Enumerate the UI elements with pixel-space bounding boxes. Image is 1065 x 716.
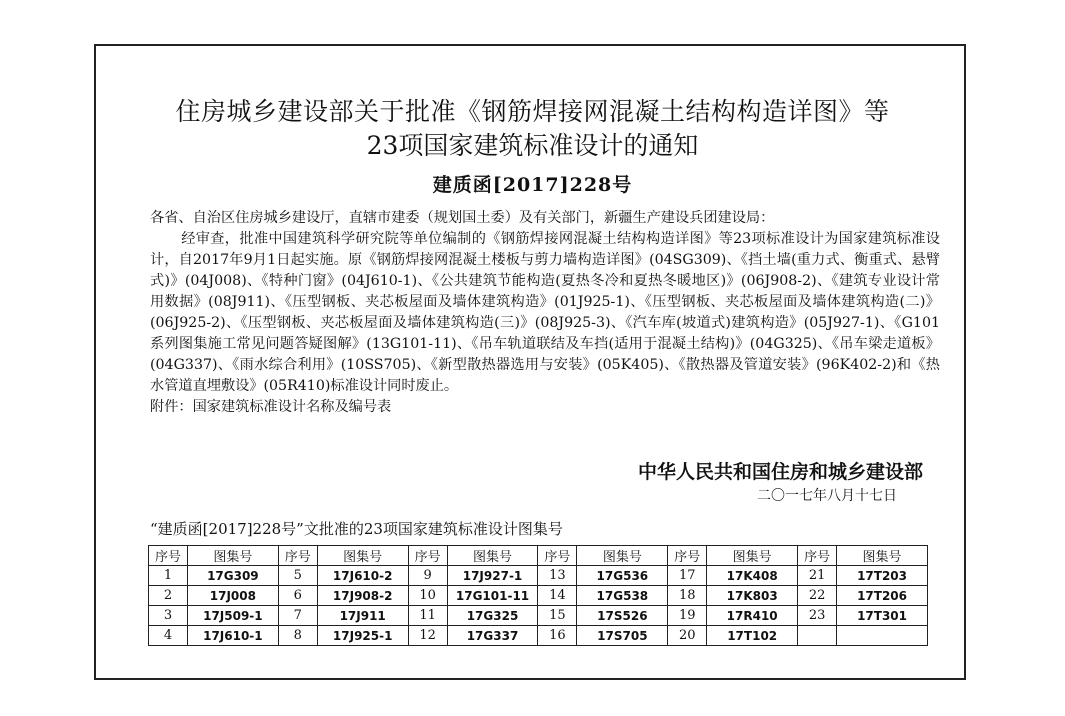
cell-atlas-code: 17G538 [577,586,668,606]
cell-no: 17 [668,566,707,586]
cell-atlas-code: 17S705 [577,626,668,646]
cell-atlas-code: 17K408 [707,566,798,586]
table-row [149,586,928,606]
issuer: 中华人民共和国住房和城乡建设部 [637,461,923,483]
cell-atlas-code: 17R410 [707,606,798,626]
cell-no: 5 [278,566,317,586]
cell-no: 13 [538,566,577,586]
notice-title-line2: 23项国家建筑标准设计的通知 [366,131,699,160]
cell-atlas-code: 17J610-1 [187,626,278,646]
column-header-code: 图集号 [317,546,408,566]
cell-atlas-code: 17T206 [837,586,928,606]
column-header-code: 图集号 [577,546,668,566]
column-header-no: 序号 [668,546,707,566]
cell-atlas-code: 17J927-1 [447,566,538,586]
cell-no: 19 [668,606,707,626]
column-header-no: 序号 [538,546,577,566]
cell-atlas-code [837,626,928,646]
cell-no: 12 [408,626,447,646]
notice-title-line1: 住房城乡建设部关于批准《钢筋焊接网混凝土结构构造详图》等 [175,97,890,126]
column-header-code: 图集号 [447,546,538,566]
cell-no: 18 [668,586,707,606]
salutation: 各省、自治区住房城乡建设厅，直辖市建委（规划国土委）及有关部门，新疆生产建设兵团建设局： [150,210,775,226]
cell-atlas-code: 17T102 [707,626,798,646]
cell-atlas-code: 17K803 [707,586,798,606]
table-row [149,566,928,586]
cell-no: 6 [278,586,317,606]
cell-no: 22 [798,586,837,606]
cell-no: 7 [278,606,317,626]
attachment-note: 附件：国家建筑标准设计名称及编号表 [150,399,392,415]
cell-no: 23 [798,606,837,626]
cell-atlas-code: 17J610-2 [317,566,408,586]
column-header-no: 序号 [798,546,837,566]
cell-no: 3 [149,606,188,626]
cell-atlas-code: 17G325 [447,606,538,626]
cell-atlas-code: 17G536 [577,566,668,586]
cell-atlas-code: 17G101-11 [447,586,538,606]
body-paragraph: 经审查，批准中国建筑科学研究院等单位编制的《钢筋焊接网混凝土结构构造详图》等23项标准设计为国家建筑标准设计，自2017年9月1日起实施。原《钢筋焊接网混凝土楼板与剪力墙构造详图》(04SG309)、《挡土墙(重力式、衡重式、悬臂式)》(04J008)、《特种门窗》(04J610-1)、《公共建筑节能构造(夏热冬冷和夏热冬暖地区)》(06J908-2)、《建筑专业设计常用数据》(08J911)、《压型钢板、夹芯板屋面及墙体建筑构造》(01J925-1)、《压型钢板、夹芯板屋面及墙体建筑构造(二)》(06J925-2)、《压型钢板、夹芯板屋面及墙体建筑构造(三)》(08J925-3)、《汽车库(坡道式)建筑构造》(05J927-1)、《G101系列图集施工常见问题答疑图解》(13G101-11)、《吊车轨道联结及车挡(适用于混凝土结构)》(04G325)、《吊车梁走道板》(04G337)、《雨水综合利用》(10SS705)、《新型散热器选用与安装》(05K405)、《散热器及管道安装》(96K402-2)和《热水管道直埋敷设》(05R410)标准设计同时废止。 [150,231,940,394]
cell-no [798,626,837,646]
cell-atlas-code: 17J509-1 [187,606,278,626]
cell-no: 11 [408,606,447,626]
document-number: 建质函[2017]228号 [432,174,633,196]
cell-no: 14 [538,586,577,606]
table-header-row [149,546,928,566]
cell-atlas-code: 17J911 [317,606,408,626]
table-row [149,626,928,646]
cell-atlas-code: 17J925-1 [317,626,408,646]
table-row [149,606,928,626]
cell-no: 20 [668,626,707,646]
cell-no: 9 [408,566,447,586]
cell-atlas-code: 17J908-2 [317,586,408,606]
cell-no: 2 [149,586,188,606]
cell-no: 21 [798,566,837,586]
column-header-no: 序号 [408,546,447,566]
cell-atlas-code: 17J008 [187,586,278,606]
cell-no: 8 [278,626,317,646]
cell-no: 10 [408,586,447,606]
notice-body [150,208,940,418]
cell-atlas-code: 17T203 [837,566,928,586]
cell-no: 4 [149,626,188,646]
column-header-code: 图集号 [837,546,928,566]
cell-atlas-code: 17S526 [577,606,668,626]
column-header-no: 序号 [278,546,317,566]
cell-atlas-code: 17G337 [447,626,538,646]
column-header-code: 图集号 [707,546,798,566]
cell-no: 1 [149,566,188,586]
cell-no: 16 [538,626,577,646]
cell-atlas-code: 17T301 [837,606,928,626]
cell-no: 15 [538,606,577,626]
column-header-no: 序号 [149,546,188,566]
issue-date: 二〇一七年八月十七日 [757,488,897,504]
atlas-number-table [148,545,928,646]
table-title: “建质函[2017]228号”文批准的23项国家建筑标准设计图集号 [150,520,563,538]
column-header-code: 图集号 [187,546,278,566]
cell-atlas-code: 17G309 [187,566,278,586]
